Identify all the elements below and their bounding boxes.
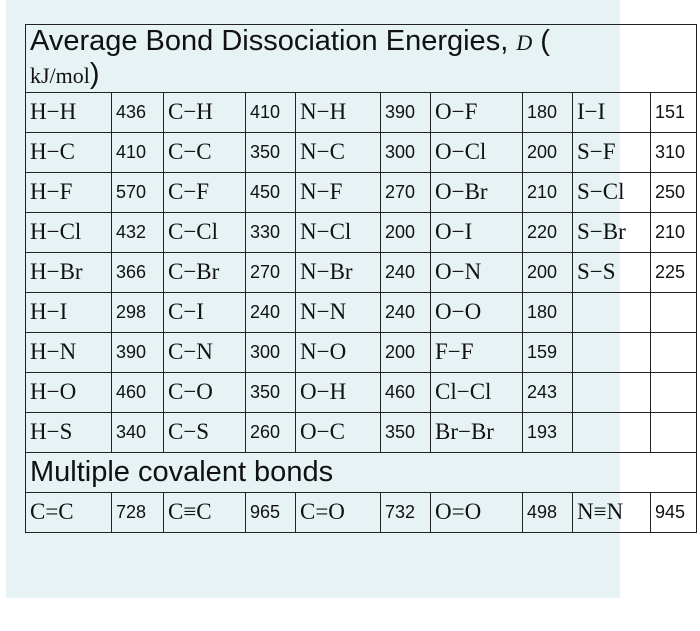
bond-cell: O−H <box>296 372 381 412</box>
table-title <box>26 25 697 93</box>
bond-cell: N−H <box>296 92 381 132</box>
bond-cell: C−H <box>164 92 246 132</box>
bond-cell: C−O <box>164 372 246 412</box>
energy-cell: 200 <box>381 212 431 252</box>
bond-cell <box>573 292 651 332</box>
energy-cell: 436 <box>112 92 164 132</box>
bond-energy-table <box>25 24 697 533</box>
bond-cell: C−C <box>164 132 246 172</box>
energy-cell: 300 <box>246 332 296 372</box>
energy-cell: 310 <box>651 132 697 172</box>
energy-cell: 390 <box>381 92 431 132</box>
bond-cell: S−S <box>573 252 651 292</box>
title-text: Average Bond Dissociation Energies, <box>30 25 517 57</box>
energy-cell <box>651 292 697 332</box>
energy-cell: 728 <box>112 492 164 532</box>
energy-cell: 180 <box>523 92 573 132</box>
energy-cell <box>651 372 697 412</box>
bond-cell: H−Cl <box>26 212 112 252</box>
energy-cell <box>651 412 697 452</box>
bond-cell: C−Br <box>164 252 246 292</box>
bond-cell: Cl−Cl <box>431 372 523 412</box>
energy-cell: 410 <box>246 92 296 132</box>
energy-cell: 498 <box>523 492 573 532</box>
energy-cell: 210 <box>523 172 573 212</box>
energy-cell: 350 <box>381 412 431 452</box>
energy-cell: 570 <box>112 172 164 212</box>
bond-cell: H−I <box>26 292 112 332</box>
energy-cell: 432 <box>112 212 164 252</box>
table-row <box>26 412 697 452</box>
bond-cell: N−N <box>296 292 381 332</box>
energy-cell: 159 <box>523 332 573 372</box>
energy-cell: 200 <box>523 132 573 172</box>
energy-cell: 410 <box>112 132 164 172</box>
bond-cell: Br−Br <box>431 412 523 452</box>
bond-cell: C−Cl <box>164 212 246 252</box>
bond-cell: O−I <box>431 212 523 252</box>
table-row <box>26 372 697 412</box>
energy-cell: 330 <box>246 212 296 252</box>
bond-cell <box>573 332 651 372</box>
energy-cell: 180 <box>523 292 573 332</box>
energy-cell: 220 <box>523 212 573 252</box>
bond-cell: C−I <box>164 292 246 332</box>
bond-cell: H−S <box>26 412 112 452</box>
bond-cell: O−C <box>296 412 381 452</box>
energy-cell: 270 <box>246 252 296 292</box>
bond-cell: O=O <box>431 492 523 532</box>
energy-cell: 200 <box>523 252 573 292</box>
title-paren-close: ) <box>89 58 100 91</box>
bond-cell: H−C <box>26 132 112 172</box>
energy-cell: 350 <box>246 132 296 172</box>
bond-cell: O−Br <box>431 172 523 212</box>
bond-cell: N−Cl <box>296 212 381 252</box>
table-row <box>26 92 697 132</box>
energy-cell: 200 <box>381 332 431 372</box>
bond-cell: H−H <box>26 92 112 132</box>
bond-cell <box>573 372 651 412</box>
title-symbol: D <box>516 30 533 55</box>
energy-cell: 732 <box>381 492 431 532</box>
bond-cell: H−O <box>26 372 112 412</box>
bond-cell: H−Br <box>26 252 112 292</box>
energy-cell: 300 <box>381 132 431 172</box>
table-row <box>26 172 697 212</box>
energy-cell: 460 <box>381 372 431 412</box>
bond-cell: N−C <box>296 132 381 172</box>
energy-cell <box>651 332 697 372</box>
bond-cell: C−S <box>164 412 246 452</box>
bond-cell: N−O <box>296 332 381 372</box>
bond-cell: C≡C <box>164 492 246 532</box>
energy-cell: 366 <box>112 252 164 292</box>
bond-cell: C−N <box>164 332 246 372</box>
energy-cell: 260 <box>246 412 296 452</box>
bond-cell: C=C <box>26 492 112 532</box>
energy-cell: 965 <box>246 492 296 532</box>
energy-cell: 340 <box>112 412 164 452</box>
energy-cell: 298 <box>112 292 164 332</box>
table-row <box>26 212 697 252</box>
energy-cell: 240 <box>246 292 296 332</box>
energy-cell: 243 <box>523 372 573 412</box>
title-unit: kJ/mol <box>30 63 90 89</box>
table-row <box>26 492 697 532</box>
energy-cell: 151 <box>651 92 697 132</box>
bond-cell: C=O <box>296 492 381 532</box>
energy-cell: 250 <box>651 172 697 212</box>
energy-cell: 270 <box>381 172 431 212</box>
bond-cell: O−N <box>431 252 523 292</box>
bond-cell: S−Br <box>573 212 651 252</box>
bond-cell: N−Br <box>296 252 381 292</box>
table-row <box>26 252 697 292</box>
energy-cell: 225 <box>651 252 697 292</box>
section-heading-multiple: Multiple covalent bonds <box>26 452 697 492</box>
bond-cell: N≡N <box>573 492 651 532</box>
energy-cell: 945 <box>651 492 697 532</box>
energy-cell: 210 <box>651 212 697 252</box>
bond-cell <box>573 412 651 452</box>
energy-cell: 460 <box>112 372 164 412</box>
energy-cell: 350 <box>246 372 296 412</box>
energy-cell: 450 <box>246 172 296 212</box>
bond-cell: H−N <box>26 332 112 372</box>
bond-cell: H−F <box>26 172 112 212</box>
bond-cell: F−F <box>431 332 523 372</box>
bond-cell: O−O <box>431 292 523 332</box>
energy-cell: 193 <box>523 412 573 452</box>
bond-cell: S−Cl <box>573 172 651 212</box>
energy-cell: 240 <box>381 252 431 292</box>
bond-cell: C−F <box>164 172 246 212</box>
title-paren-open: ( <box>532 25 550 57</box>
bond-cell: S−F <box>573 132 651 172</box>
table-row <box>26 332 697 372</box>
table-row <box>26 132 697 172</box>
bond-cell: O−Cl <box>431 132 523 172</box>
energy-cell: 390 <box>112 332 164 372</box>
table-row <box>26 292 697 332</box>
energy-cell: 240 <box>381 292 431 332</box>
bond-cell: O−F <box>431 92 523 132</box>
bond-cell: I−I <box>573 92 651 132</box>
bond-cell: N−F <box>296 172 381 212</box>
